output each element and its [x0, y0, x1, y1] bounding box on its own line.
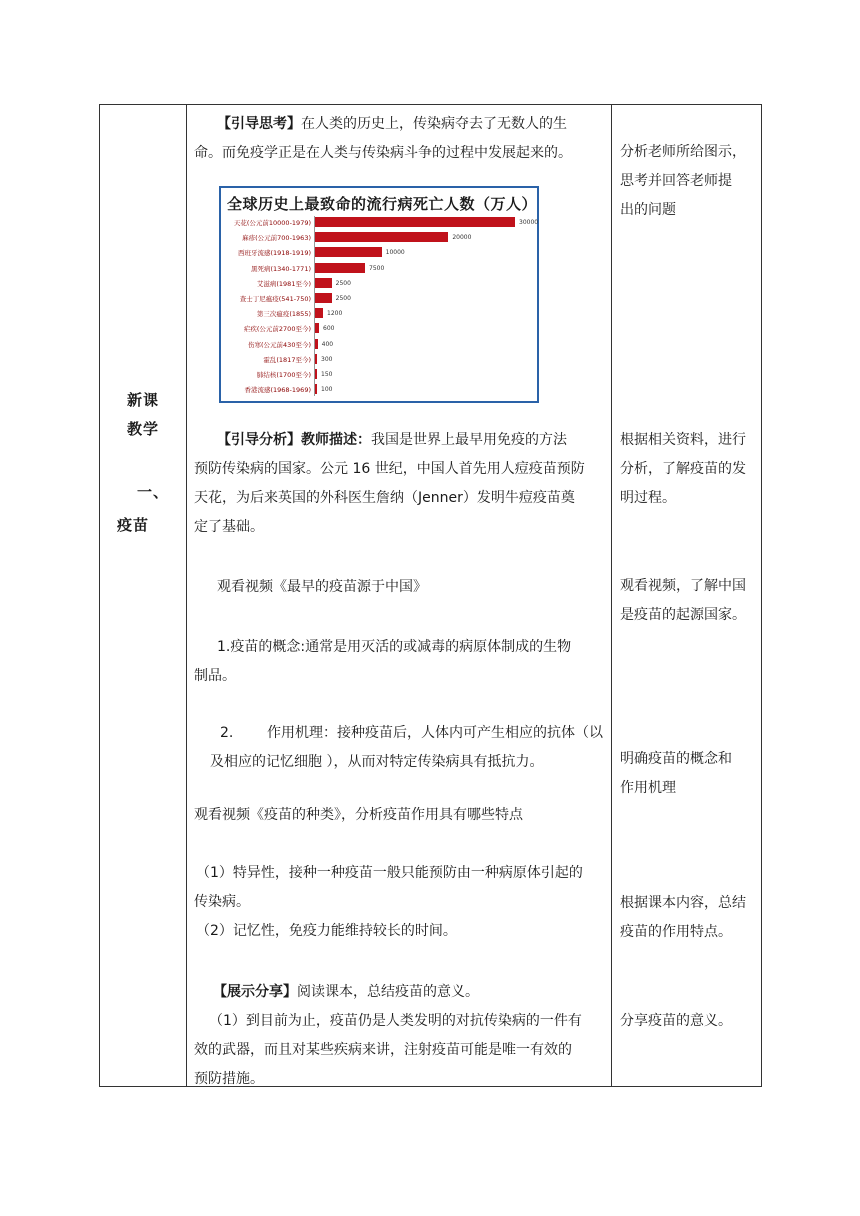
chart-category-label: 霍乱(1817至今): [263, 355, 311, 364]
chart-category-label: 天花(公元前10000-1979): [233, 219, 311, 227]
analysis-text: 我国是世界上最早用免疫的方法: [371, 432, 567, 448]
chart-bar: [315, 369, 317, 379]
student-task-1-line3: 出的问题: [620, 202, 676, 218]
chart-bar: [315, 323, 319, 333]
chart-title: 全球历史上最致命的流行病死亡人数（万人）: [227, 195, 538, 213]
chart-bar: [315, 263, 365, 273]
share-text: 阅读课本，总结疫苗的意义。: [297, 984, 479, 1000]
chart-value-label: 150: [321, 371, 333, 378]
student-task-2-line3: 明过程。: [620, 490, 676, 506]
chart-category-label: 第三次瘟疫(1855): [256, 310, 311, 319]
analysis-line3: 天花，为后来英国的外科医生詹纳（Jenner）发明牛痘疫苗奠: [194, 490, 575, 506]
analysis-line2: 预防传染病的国家。公元 16 世纪，中国人首先用人痘疫苗预防: [194, 461, 585, 477]
student-task-5-line2: 疫苗的作用特点。: [620, 924, 732, 940]
section-label-line4: 疫苗: [116, 516, 149, 534]
teacher-activity-column: [187, 105, 611, 1086]
video-line-1: 观看视频《最早的疫苗源于中国》: [217, 579, 427, 595]
video-line-2: 观看视频《疫苗的种类》，分析疫苗作用具有哪些特点: [194, 807, 523, 823]
student-task-2-line2: 分析，了解疫苗的发: [620, 461, 746, 477]
chart-value-label: 600: [323, 325, 335, 333]
feature1-line2: 传染病。: [194, 894, 250, 910]
feature1-line1: （1）特异性，接种一种疫苗一般只能预防由一种病原体引起的: [196, 865, 583, 881]
student-activity-column: [620, 105, 760, 1086]
section-label-column: [100, 105, 186, 1086]
chart-value-label: 1200: [327, 310, 343, 318]
concept-line1: 1.疫苗的概念:通常是用灭活的或减毒的病原体制成的生物: [217, 639, 572, 655]
student-task-3-line1: 观看视频，了解中国: [620, 578, 746, 594]
chart-bar: [315, 339, 318, 349]
student-task-1-line2: 思考并回答老师提: [620, 173, 732, 189]
share-tag: 【展示分享】: [213, 984, 297, 1000]
student-task-5-line1: 根据课本内容，总结: [620, 895, 746, 911]
student-task-4-line2: 作用机理: [620, 780, 676, 796]
chart-value-label: 300: [321, 355, 333, 363]
mechanism-number: 2.: [220, 725, 234, 741]
analysis-line4: 定了基础。: [194, 519, 264, 535]
chart-bar: [315, 293, 332, 303]
student-task-3-line2: 是疫苗的起源国家。: [620, 607, 746, 623]
chart-category-label: 香港流感(1968-1969): [244, 386, 311, 395]
chart-bar: [315, 247, 382, 257]
column-divider-right: [611, 105, 612, 1086]
student-task-1-line1: 分析老师所给图示，: [620, 144, 746, 160]
section-label-line3: 一、: [136, 483, 169, 501]
student-task-4-line1: 明确疫苗的概念和: [620, 751, 732, 767]
chart-value-label: 30000: [519, 219, 539, 226]
intro-text: 在人类的历史上，传染病夺去了无数人的生: [301, 116, 567, 132]
chart-category-label: 西班牙流感(1918-1919): [237, 249, 311, 258]
chart-category-label: 黑死病(1340-1771): [250, 264, 311, 273]
chart-value-label: 10000: [385, 249, 405, 257]
significance-line2: 效的武器，而且对某些疾病来讲，注射疫苗可能是唯一有效的: [194, 1042, 572, 1058]
feature2-line: （2）记忆性，免疫力能维持较长的时间。: [196, 923, 457, 939]
chart-value-label: 20000: [452, 234, 472, 242]
section-label-line2: 教学: [126, 420, 159, 438]
chart-value-label: 400: [321, 340, 334, 348]
chart-bar: [315, 354, 317, 364]
intro-line1: [217, 110, 567, 139]
significance-line1: （1）到目前为止，疫苗仍是人类发明的对抗传染病的一件有: [209, 1013, 582, 1029]
intro-tag: 【引导思考】: [217, 116, 301, 132]
chart-value-label: 2500: [335, 295, 351, 302]
chart-bar: [315, 308, 323, 318]
analysis-line1: [217, 426, 567, 455]
chart-value-label: 7500: [369, 264, 385, 272]
lesson-table: [99, 104, 762, 1087]
chart-bar: [315, 217, 515, 227]
share-line: [213, 978, 479, 1007]
analysis-lead: 教师描述：: [301, 432, 371, 448]
chart-category-label: 查士丁尼瘟疫(541-750): [239, 295, 311, 303]
chart-category-label: 伤寒(公元前430至今): [248, 340, 311, 349]
chart-category-label: 艾滋病(1981至今): [256, 279, 311, 288]
chart-category-label: 疟疾(公元前2700至今): [243, 325, 311, 334]
concept-line2: 制品。: [194, 668, 236, 684]
mechanism-line1: 作用机理：接种疫苗后，人体内可产生相应的抗体（以: [267, 725, 603, 741]
intro-line2: 命。而免疫学正是在人类与传染病斗争的过程中发展起来的。: [194, 145, 572, 161]
chart-value-label: 2500: [335, 279, 351, 287]
chart-category-label: 麻疹(公元前700-1963): [242, 234, 311, 243]
chart-bar: [315, 278, 332, 288]
chart-category-label: 肺结核(1700至今): [256, 371, 311, 379]
student-task-2-line1: 根据相关资料，进行: [620, 432, 746, 448]
chart-value-label: 100: [321, 386, 333, 394]
epidemic-deaths-chart: [219, 186, 539, 403]
mechanism-line2: 及相应的记忆细胞 ），从而对特定传染病具有抵抗力。: [210, 754, 544, 770]
chart-bar: [315, 384, 317, 394]
student-task-6-line1: 分享疫苗的意义。: [620, 1013, 732, 1029]
chart-bar: [315, 232, 448, 242]
significance-line3: 预防措施。: [194, 1071, 264, 1087]
analysis-tag: 【引导分析】: [217, 432, 301, 448]
section-label-line1: 新课: [126, 391, 159, 409]
